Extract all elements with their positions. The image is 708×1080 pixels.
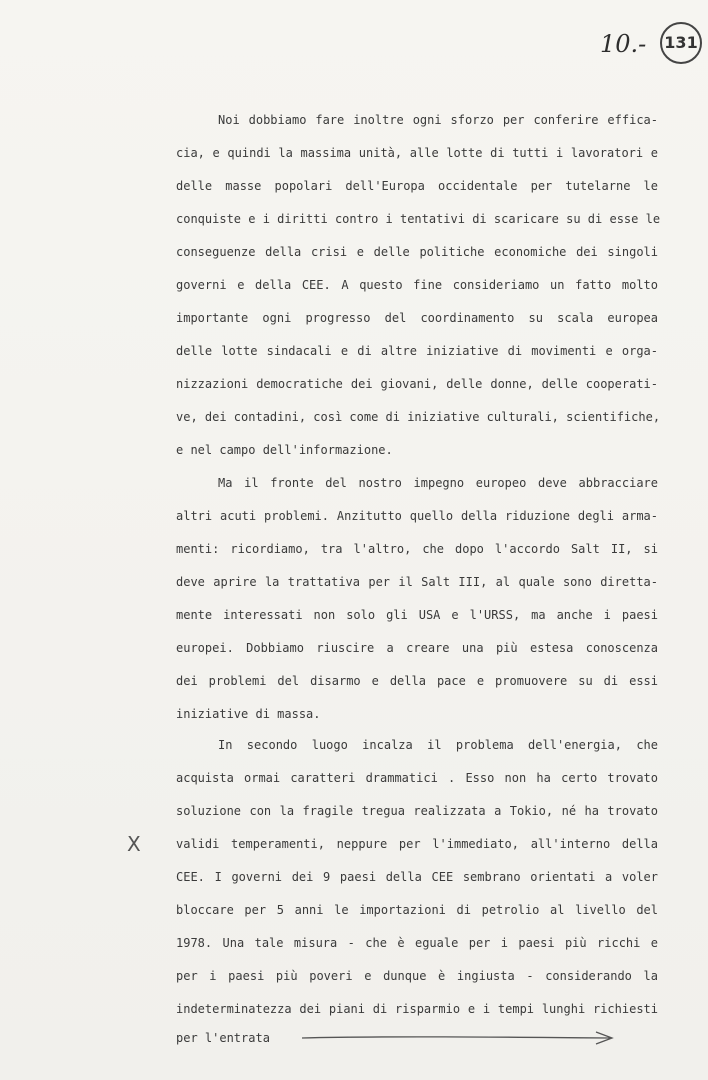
text-line: delle masse popolari dell'Europa occidentale per tutelarne le [176,179,658,193]
text-line: dei problemi del disarmo e della pace e promuovere su di essi [176,674,658,688]
text-line: altri acuti problemi. Anzitutto quello della riduzione degli arma- [176,509,658,523]
text-line: menti: ricordiamo, tra l'altro, che dopo l'accordo Salt II, si [176,542,658,556]
text-line: mente interessati non solo gli USA e l'URSS, ma anche i paesi [176,608,658,622]
text-line: europei. Dobbiamo riuscire a creare una più estesa conoscenza [176,641,658,655]
text-line: conseguenze della crisi e delle politiche economiche dei singoli [176,245,658,259]
archive-stamp: 131 [660,22,702,64]
text-line: deve aprire la trattativa per il Salt III, al quale sono diretta- [176,575,658,589]
text-line: In secondo luogo incalza il problema dell'energia, che [218,738,658,752]
text-line: importante ogni progresso del coordinamento su scala europea [176,311,658,325]
text-line: per i paesi più poveri e dunque è ingiusta - considerando la [176,969,658,983]
text-line: 1978. Una tale misura - che è eguale per i paesi più ricchi e [176,936,658,950]
text-line: cia, e quindi la massima unità, alle lotte di tutti i lavoratori e [176,146,658,160]
text-line: conquiste e i diritti contro i tentativi di scaricare su di esse le [176,212,661,226]
text-line: governi e della CEE. A questo fine consideriamo un fatto molto [176,278,658,292]
margin-mark: X [127,832,141,856]
continuation-arrow-icon [300,1028,620,1048]
text-line: ve, dei contadini, così come di iniziative culturali, scientifiche, [176,410,661,424]
text-line: soluzione con la fragile tregua realizzata a Tokio, né ha trovato [176,804,658,818]
text-line: bloccare per 5 anni le importazioni di petrolio al livello del [176,903,658,917]
text-line: Noi dobbiamo fare inoltre ogni sforzo per conferire effica- [218,113,658,127]
text-line: CEE. I governi dei 9 paesi della CEE sembrano orientati a voler [176,870,658,884]
text-line: per l'entrata [176,1031,270,1045]
text-line: delle lotte sindacali e di altre iniziative di movimenti e orga- [176,344,658,358]
text-line: acquista ormai caratteri drammatici . Esso non ha certo trovato [176,771,658,785]
text-line: nizzazioni democratiche dei giovani, delle donne, delle cooperati- [176,377,658,391]
text-line: iniziative di massa. [176,707,321,721]
page-number: 10.- [600,30,647,58]
text-line: validi temperamenti, neppure per l'immediato, all'interno della [176,837,658,851]
text-line: Ma il fronte del nostro impegno europeo deve abbracciare [218,476,658,490]
text-line: e nel campo dell'informazione. [176,443,393,457]
text-line: indeterminatezza dei piani di risparmio e i tempi lunghi richiesti [176,1002,658,1016]
